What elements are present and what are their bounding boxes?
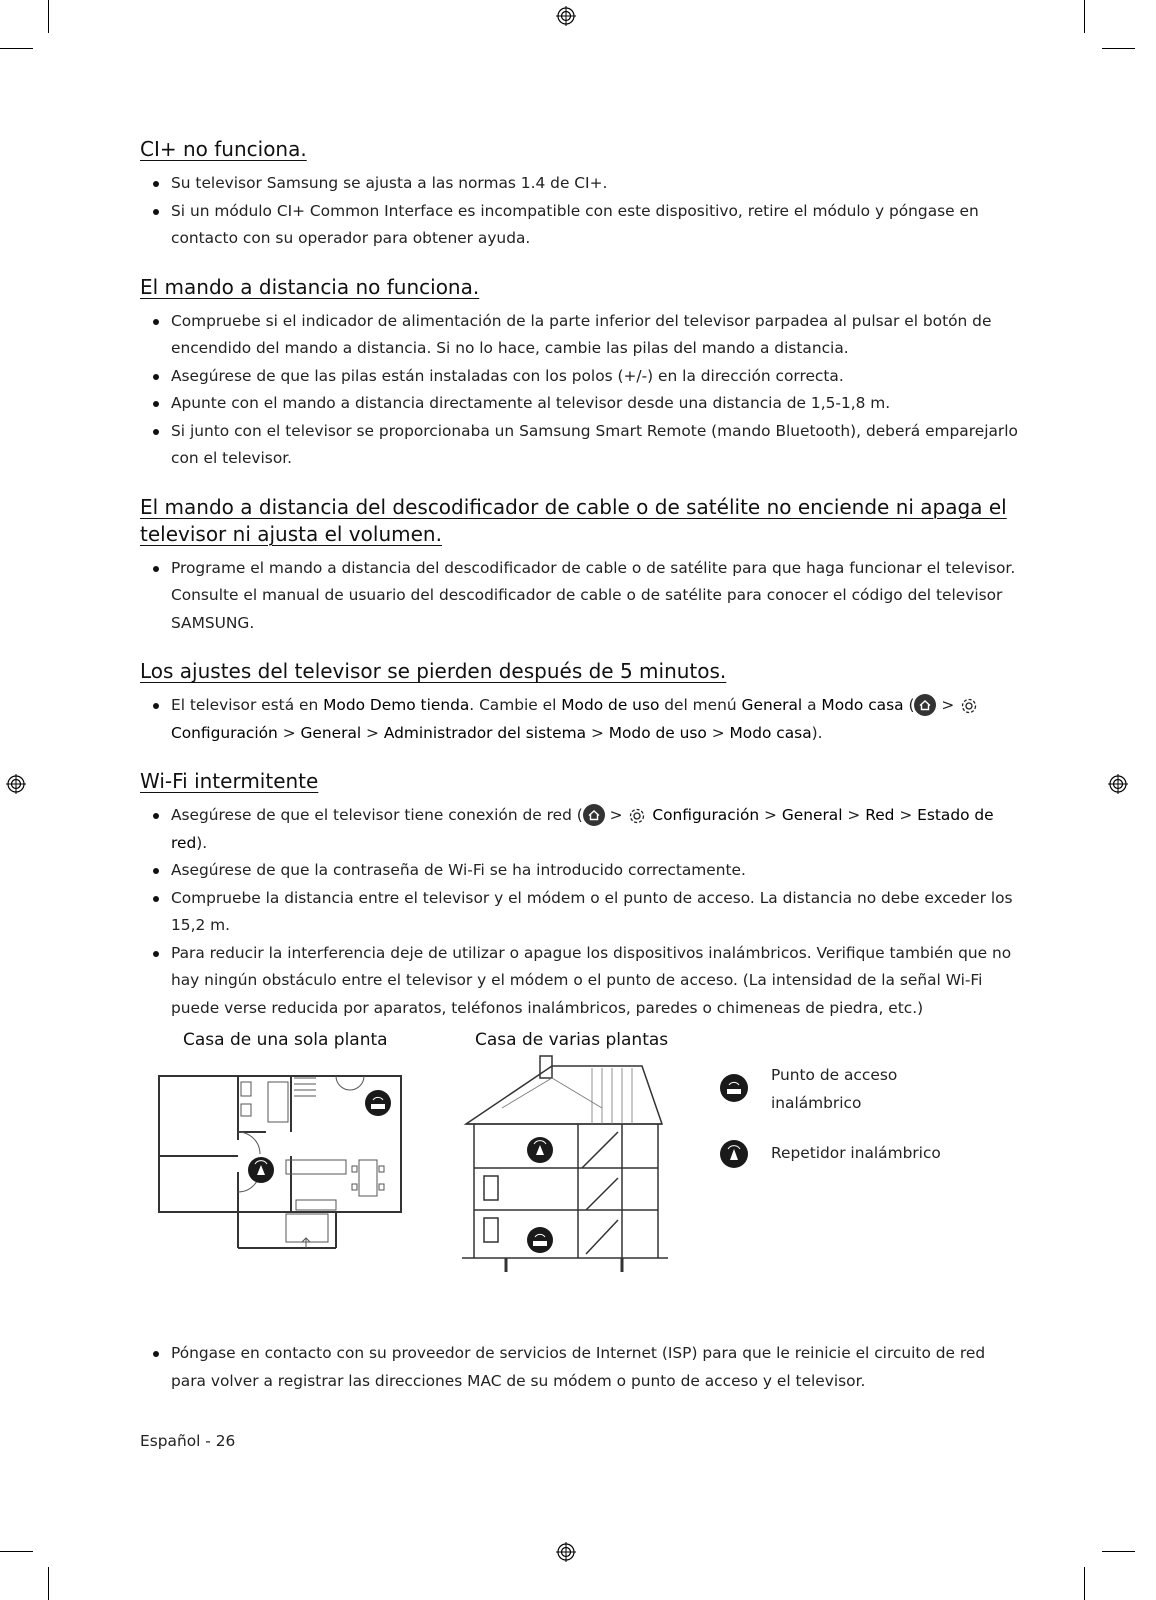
bullet-list [140,802,1020,1022]
bullet-list [140,170,1020,253]
menu-term: General [300,723,362,742]
registration-mark-icon [1108,774,1128,794]
single-floor-house-diagram [156,1062,404,1254]
section-remote [140,274,1020,473]
list-item: Asegúrese de que las pilas están instaladas con los polos (+/-) en la dirección correcta. [140,363,1020,391]
crop-mark [1084,0,1085,33]
menu-term: Estado de red [171,806,994,852]
list-item: Si junto con el televisor se proporcionaba un Samsung Smart Remote (mando Bluetooth), deberá emparejarlo con el televisor. [140,418,1020,473]
multi-floor-house-diagram [462,1048,668,1274]
wireless-access-point-icon [720,1074,748,1102]
home-icon [583,804,605,826]
single-floor-label: Casa de una sola planta [183,1030,388,1050]
menu-term: Configuración [652,806,760,824]
wireless-repeater-icon [248,1157,274,1183]
list-item: Compruebe si el indicador de alimentación de la parte inferior del televisor parpadea al pulsar el botón de encendido del mando a distancia. Si no lo hace, cambie las pilas del mando a distancia. [140,308,1020,363]
menu-term: Configuración [171,723,278,742]
gear-icon [627,806,647,826]
section-title: CI+ no funciona. [140,137,307,161]
list-item: Programe el mando a distancia del descodificador de cable o de satélite para que haga funcionar el televisor. Consulte el manual de usuario del descodificador de cable o de satélite para conocer el código del televisor SAMSUNG. [140,555,1020,638]
crop-mark [0,1551,33,1552]
list-item: Póngase en contacto con su proveedor de servicios de Internet (ISP) para que le reinicie el circuito de red para volver a registrar las direcciones MAC de su módem o punto de acceso y el televisor. [140,1340,1020,1395]
section-ci-plus [140,136,1020,253]
wireless-access-point-icon [527,1227,553,1253]
home-icon [914,694,936,716]
list-item: Asegúrese de que la contraseña de Wi-Fi se ha introducido correctamente. [140,857,1020,885]
section-wifi [140,768,1020,1395]
list-item: Su televisor Samsung se ajusta a las normas 1.4 de CI+. [140,170,1020,198]
gear-icon [959,696,979,716]
menu-term: Administrador del sistema [383,723,587,742]
registration-mark-icon [556,1542,576,1562]
list-item: Para reducir la interferencia deje de utilizar o apague los dispositivos inalámbricos. Verifique también que no hay ningún obstáculo entre el televisor y el módem o el punto de acceso. (La intensidad de la señal Wi-Fi puede verse reducida por aparatos, teléfonos inalámbricos, paredes o chimeneas de piedra, etc.) [140,940,1020,1023]
multi-floor-label: Casa de varias plantas [475,1030,669,1050]
section-title: Wi-Fi intermitente [140,769,319,793]
menu-term: Modo Demo tienda [323,696,470,714]
bullet-list [140,692,1020,747]
crop-mark [1102,48,1135,49]
list-item: El televisor está en Modo Demo tienda. Cambie el Modo de uso del menú General a Modo casa ( > Configuración > General > Administrador del sistema > Modo de uso > Modo casa). [140,692,1020,747]
section-title: El mando a distancia del descodificador de cable o de satélite no enciende ni apaga el televisor ni ajusta el volumen. [140,494,1007,546]
menu-term: General [741,696,803,714]
list-item: Si un módulo CI+ Common Interface es incompatible con este dispositivo, retire el módulo y póngase en contacto con su operador para obtener ayuda. [140,198,1020,253]
wireless-repeater-icon [720,1140,748,1168]
crop-mark [48,1567,49,1600]
crop-mark [1084,1567,1085,1600]
bullet-list [140,1340,1020,1395]
wifi-figure [140,1062,1020,1316]
legend-repeater: Repetidor inalámbrico [771,1144,941,1162]
registration-mark-icon [556,6,576,26]
list-item: Asegúrese de que el televisor tiene conexión de red ( > Configuración > General > Red > Estado de red). [140,802,1020,857]
page-content [140,136,1020,1416]
list-item: Apunte con el mando a distancia directamente al televisor desde una distancia de 1,5-1,8 m. [140,390,1020,418]
section-title: El mando a distancia no funciona. [140,274,480,299]
wireless-access-point-icon [365,1090,391,1116]
bullet-list [140,555,1020,638]
list-item: Compruebe la distancia entre el televisor y el módem o el punto de acceso. La distancia no debe exceder los 15,2 m. [140,885,1020,940]
registration-mark-icon [6,774,26,794]
menu-term: Red [865,806,895,824]
menu-term: Modo de uso [561,696,660,714]
wireless-repeater-icon [527,1137,553,1163]
menu-term: Modo de uso [608,723,707,742]
crop-mark [1102,1551,1135,1552]
section-set-top-box-remote [140,494,1020,638]
section-title: Los ajustes del televisor se pierden después de 5 minutos. [140,659,727,683]
menu-term: Modo casa [729,723,812,742]
legend-access-point: Punto de acceso inalámbrico [771,1066,898,1112]
crop-mark [48,0,49,33]
page-footer: Español - 26 [140,1432,236,1450]
crop-mark [0,48,33,49]
bullet-list [140,308,1020,473]
menu-term: General [781,806,843,824]
menu-term: Modo casa [821,696,904,714]
section-settings-lost [140,658,1020,747]
